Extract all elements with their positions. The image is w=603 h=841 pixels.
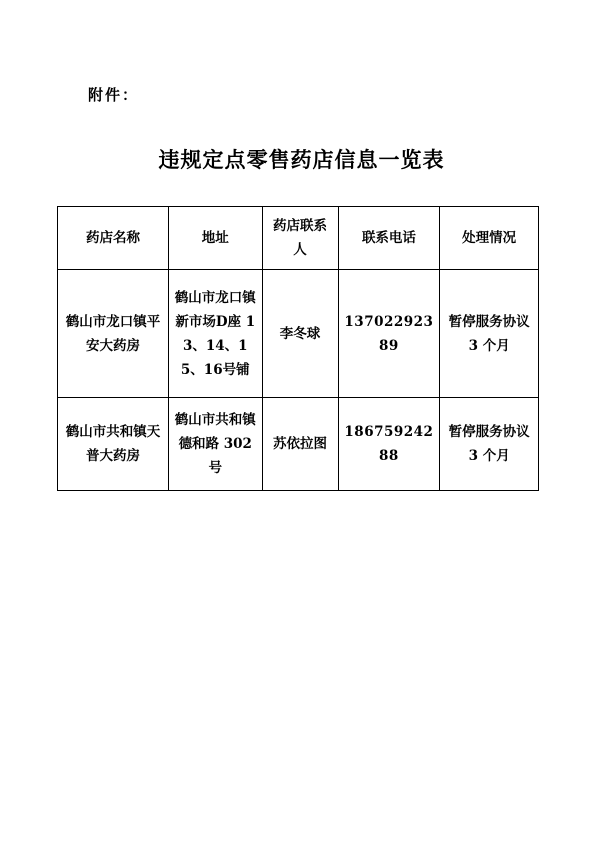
cell-phone: 13702292389 — [338, 270, 440, 398]
header-address: 地址 — [169, 207, 263, 270]
document-title: 违规定点零售药店信息一览表 — [158, 147, 445, 172]
cell-phone: 18675924288 — [338, 398, 440, 491]
cell-handling-status: 暂停服务协议 3 个月 — [440, 270, 539, 398]
table-row — [58, 270, 539, 398]
header-handling-status: 处理情况 — [440, 207, 539, 270]
cell-address: 鹤山市共和镇德和路 302 号 — [169, 398, 263, 491]
cell-pharmacy-name: 鹤山市共和镇天普大药房 — [58, 398, 169, 491]
table-row — [58, 398, 539, 491]
cell-contact-person: 苏依拉图 — [262, 398, 338, 491]
pharmacy-info-table — [57, 206, 539, 491]
attachment-label: 附件： — [88, 86, 140, 104]
header-phone: 联系电话 — [338, 207, 440, 270]
header-contact-person: 药店联系人 — [262, 207, 338, 270]
cell-pharmacy-name: 鹤山市龙口镇平安大药房 — [58, 270, 169, 398]
cell-contact-person: 李冬球 — [262, 270, 338, 398]
table-header-row — [58, 207, 539, 270]
cell-handling-status: 暂停服务协议 3 个月 — [440, 398, 539, 491]
header-pharmacy-name: 药店名称 — [58, 207, 169, 270]
cell-address: 鹤山市龙口镇新市场D座 13、14、15、16号铺 — [169, 270, 263, 398]
